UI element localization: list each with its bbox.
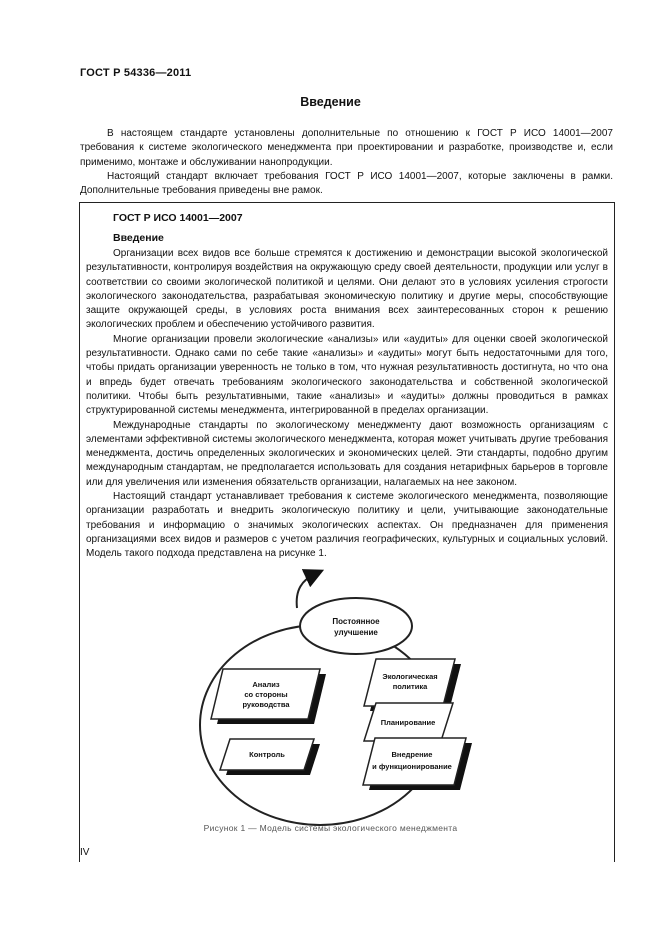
page-title: Введение bbox=[300, 95, 361, 109]
review-label: Анализ bbox=[252, 680, 280, 689]
intro-paragraph: В настоящем стандарте установлены дополнительные по отношению к ГОСТ Р ИСО 14001—2007 требования к системе экологического менеджмента при проектировании и разработке, производстве и, если применимо, монтаже и обслуживании нанопродукции. bbox=[80, 128, 613, 168]
boxed-paragraph: Многие организации провели экологические «анализы» или «аудиты» для оценки своей экологической результативности. Однако сами по себе такие «анализы» и «аудиты» могут быть недостаточными для того, чтобы придать организации уверенность не только в том, что нужная результативность достигнута, но что она и впредь будет отвечать требованиям экологического законодательства и собственной экологической политики. Чтобы быть результативными, такие «анализы» и «аудиты» должны проводиться в рамках структурированной системы менеджмента, интегрированной в пределах организации. bbox=[86, 333, 608, 417]
boxed-standard-code: ГОСТ Р ИСО 14001—2007 bbox=[113, 212, 243, 224]
boxed-heading: Введение bbox=[113, 232, 164, 244]
continuous-improvement-label: улучшение bbox=[334, 628, 378, 637]
intro-text bbox=[80, 127, 613, 198]
control-label: Контроль bbox=[249, 750, 285, 759]
continuous-improvement-label: Постоянное bbox=[332, 617, 380, 626]
ems-model-figure bbox=[150, 560, 490, 830]
planning-label: Планирование bbox=[380, 718, 436, 727]
boxed-paragraph: Настоящий стандарт устанавливает требования к системе экологического менеджмента, позволяющие организации разработать и внедрить экологическую политику и цели, учитывающие законодательные требования и информацию о значимых экологических аспектах. Он предназначен для применения организациями всех видов и размеров с учетом различия географических, культурных и социальных условий. Модель такого подхода представлена на рисунке 1. bbox=[86, 491, 608, 560]
boxed-paragraph: Международные стандарты по экологическому менеджменту дают возможность организациям с элементами эффективной системы экологического менеджмента, которая может учитывать другие требования менеджмента, достичь определенных экологических и экономических целей. Эти стандарты, подобно другим международным стандартам, не предполагается использовать для создания нетарифных барьеров в торговле или для увеличения или изменения обязательств организации, налагаемых на нее законом. bbox=[86, 419, 608, 488]
boxed-text bbox=[86, 247, 608, 562]
policy-label: политика bbox=[392, 682, 428, 691]
intro-paragraph: Настоящий стандарт включает требования ГОСТ Р ИСО 14001—2007, которые заключены в рамки. Дополнительные требования приведены вне рамок. bbox=[80, 170, 613, 197]
boxed-paragraph: Организации всех видов все больше стремятся к достижению и демонстрации высокой экологической результативности, контролируя воздействия на окружающую среду своей деятельности, продукции или услуг в соответствии со своими экологической политикой и целями. Они делают это в условиях усиления строгости экологического законодательства, разрабатывая экономическую политику и другие меры, способствующие защите окружающей среды, в условиях роста внимания всех заинтересованных сторон к решению экологических проблем и обеспечению устойчивого развития. bbox=[86, 248, 608, 331]
figure-caption: Рисунок 1 — Модель системы экологического менеджмента bbox=[203, 823, 458, 833]
ems-cycle-diagram bbox=[150, 560, 490, 830]
continuous-improvement-node bbox=[300, 598, 412, 654]
implementation-label: и функционирование bbox=[372, 762, 452, 771]
page-number: IV bbox=[80, 847, 90, 858]
review-label: со стороны bbox=[244, 690, 288, 699]
improvement-arrow bbox=[297, 574, 315, 608]
policy-label: Экологическая bbox=[382, 672, 438, 681]
implementation-label: Внедрение bbox=[391, 750, 433, 759]
review-label: руководства bbox=[242, 700, 290, 709]
document-code-header: ГОСТ Р 54336—2011 bbox=[80, 67, 192, 79]
